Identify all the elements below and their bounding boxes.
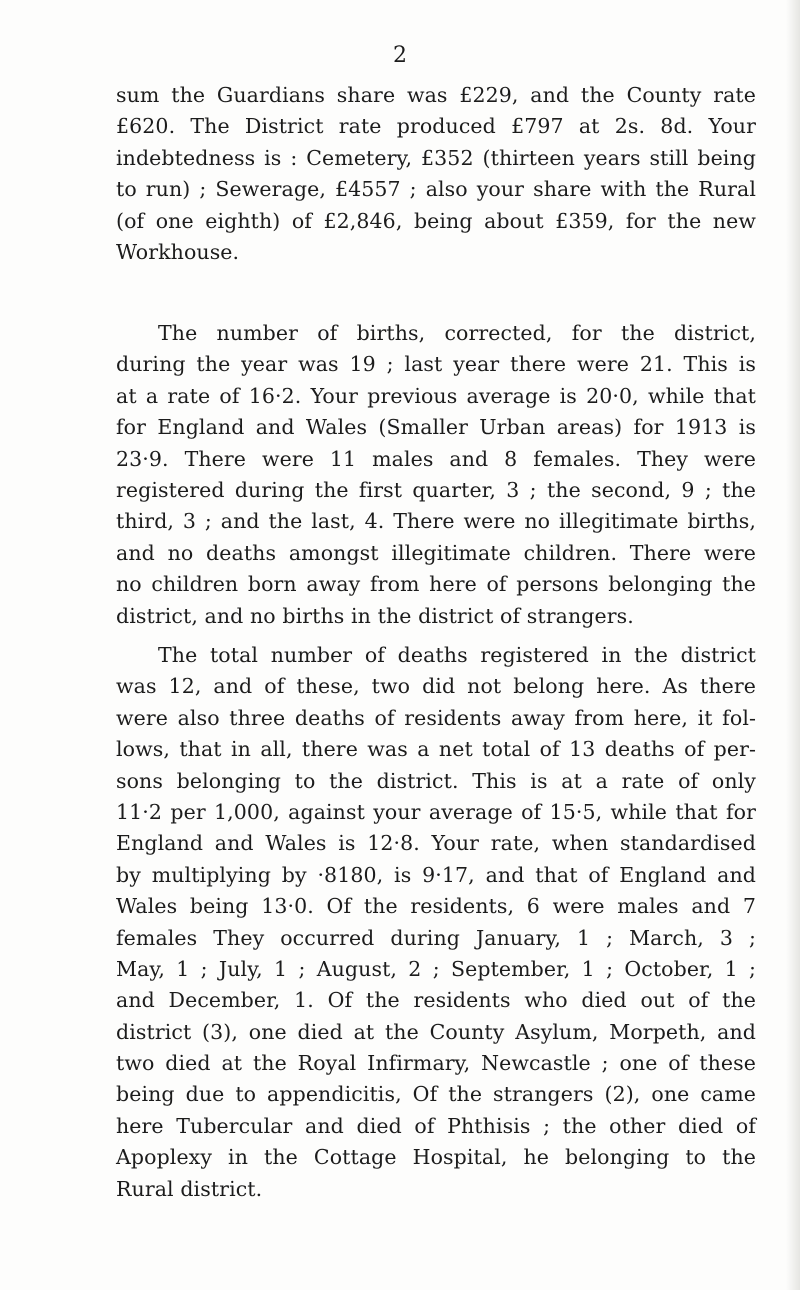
text-line: for England and Wales (Smaller Urban areas) for 1913 is bbox=[116, 415, 756, 440]
text-line: females They occurred during January, 1 ; March, 3 ; bbox=[116, 925, 756, 950]
text-line: (of one eighth) of £2,846, being about £359, for the new bbox=[116, 208, 756, 233]
page-number: 2 bbox=[393, 43, 407, 68]
text-line: 23·9. There were 11 males and 8 females. They were bbox=[116, 446, 756, 471]
text-line: and December, 1. Of the residents who died out of the bbox=[116, 988, 756, 1013]
text-line: district (3), one died at the County Asylum, Morpeth, and bbox=[116, 1019, 756, 1044]
text-line: The total number of deaths registered in the district bbox=[158, 643, 756, 667]
text-line: Wales being 13·0. Of the residents, 6 were males and 7 bbox=[116, 894, 756, 919]
text-line: district, and no births in the district of strangers. bbox=[116, 603, 634, 628]
text-line: here Tubercular and died of Phthisis ; the other died of bbox=[116, 1113, 756, 1138]
text-line: May, 1 ; July, 1 ; August, 2 ; September, 1 ; October, 1 ; bbox=[116, 956, 756, 981]
text-line: to run) ; Sewerage, £4557 ; also your share with the Rural bbox=[116, 177, 756, 202]
text-line: sons belonging to the district. This is at a rate of only bbox=[116, 768, 756, 793]
text-line: lows, that in all, there was a net total of 13 deaths of per- bbox=[116, 737, 756, 762]
text-line: indebtedness is : Cemetery, £352 (thirteen years still being bbox=[116, 145, 756, 170]
text-line: third, 3 ; and the last, 4. There were no illegitimate births, bbox=[116, 509, 756, 534]
text-line: Rural district. bbox=[116, 1176, 263, 1201]
paragraph-births bbox=[116, 318, 756, 632]
text-line: by multiplying by ·8180, is 9·17, and that of England and bbox=[116, 862, 756, 887]
text-line: registered during the first quarter, 3 ; the second, 9 ; the bbox=[116, 477, 756, 502]
text-line: no children born away from here of persons belonging the bbox=[116, 572, 756, 597]
text-line: sum the Guardians share was £229, and the County rate bbox=[116, 83, 756, 107]
text-line: at a rate of 16·2. Your previous average is 20·0, while that bbox=[116, 383, 756, 408]
text-line: being due to appendicitis, Of the strangers (2), one came bbox=[116, 1082, 756, 1107]
text-line: England and Wales is 12·8. Your rate, when standardised bbox=[116, 831, 756, 856]
text-line: The number of births, corrected, for the district, bbox=[158, 321, 756, 345]
text-line: and no deaths amongst illegitimate children. There were bbox=[116, 540, 756, 565]
paragraph-finances bbox=[116, 80, 756, 268]
text-line: were also three deaths of residents away from here, it fol- bbox=[116, 705, 756, 730]
text-line: £620. The District rate produced £797 at 2s. 8d. Your bbox=[116, 114, 756, 139]
page-edge-shadow bbox=[786, 0, 800, 1290]
text-line: Apoplexy in the Cottage Hospital, he belonging to the bbox=[116, 1145, 756, 1170]
text-line: during the year was 19 ; last year there were 21. This is bbox=[116, 352, 756, 377]
text-line: Workhouse. bbox=[116, 239, 240, 264]
text-line: two died at the Royal Infirmary, Newcastle ; one of these bbox=[116, 1051, 756, 1076]
text-line: was 12, and of these, two did not belong here. As there bbox=[116, 674, 756, 699]
text-line: 11·2 per 1,000, against your average of 15·5, while that for bbox=[116, 799, 756, 824]
paragraph-deaths bbox=[116, 640, 756, 1205]
